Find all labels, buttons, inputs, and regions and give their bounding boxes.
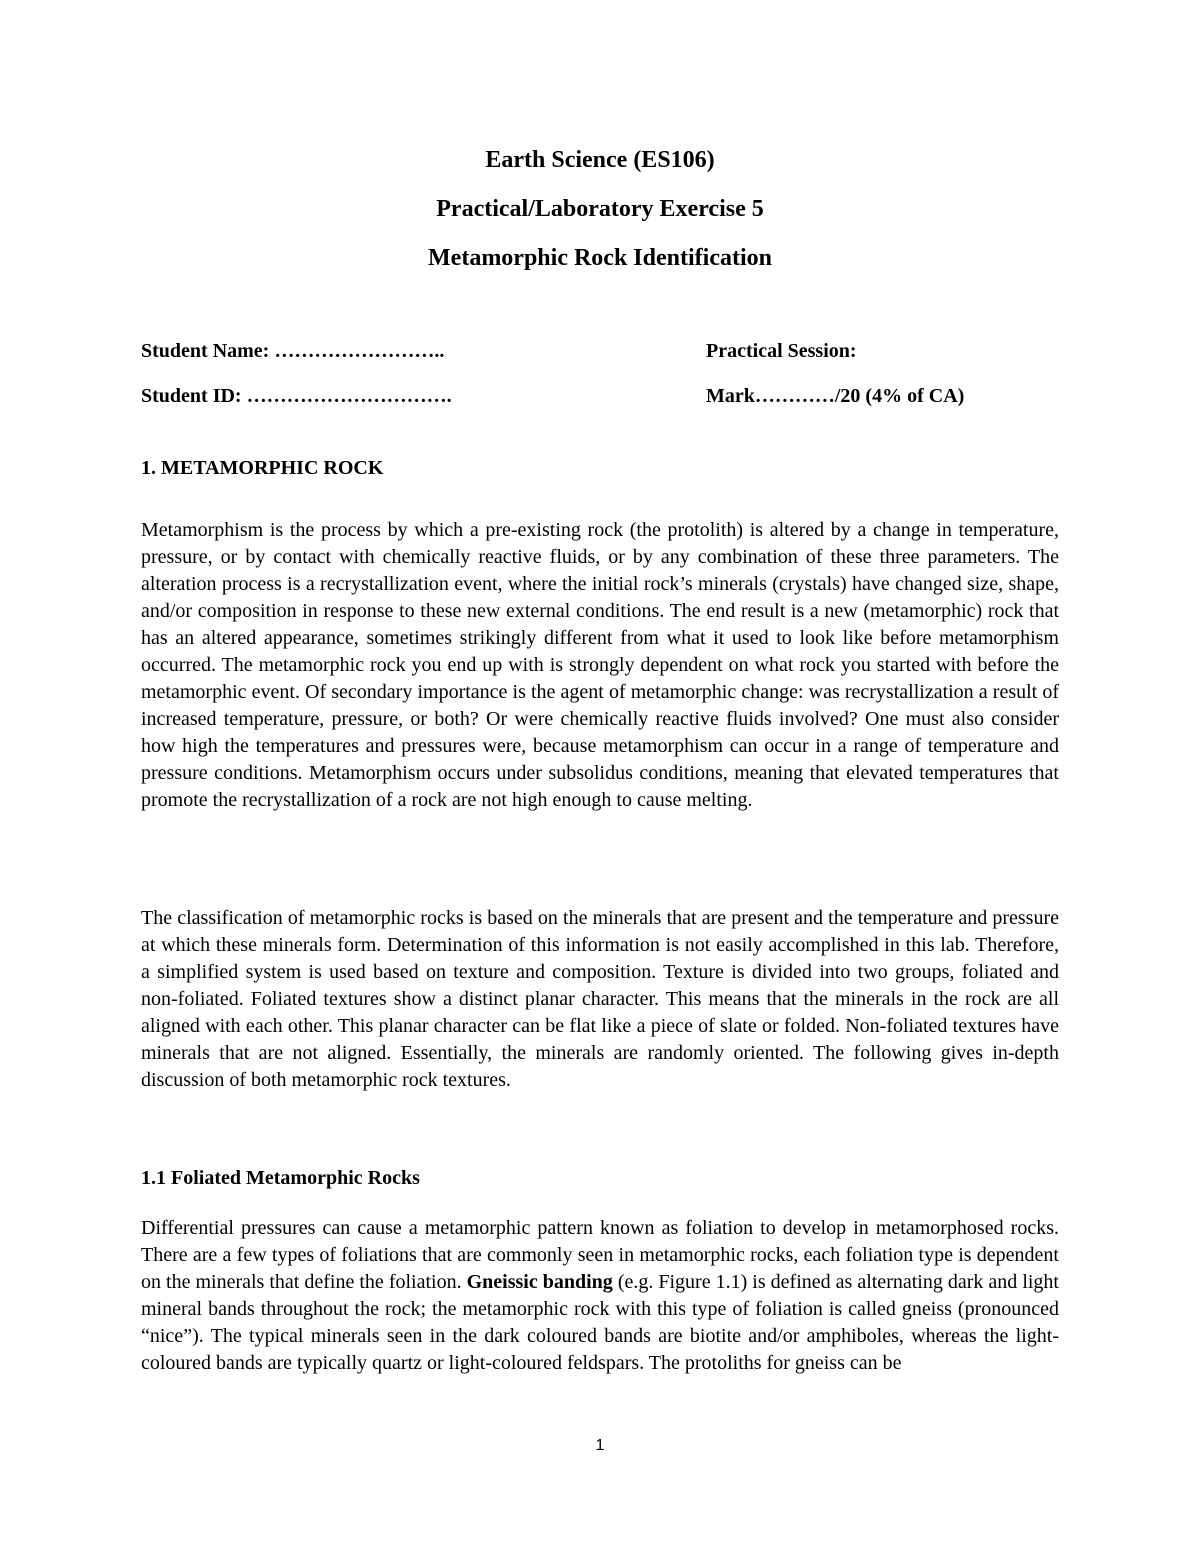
topic-title: Metamorphic Rock Identification xyxy=(428,245,772,271)
exercise-title: Practical/Laboratory Exercise 5 xyxy=(436,196,764,222)
section-1-1-paragraph xyxy=(141,1215,1059,1377)
student-name-field: Student Name: …………………….. xyxy=(141,340,445,362)
section-1-1-heading: 1.1 Foliated Metamorphic Rocks xyxy=(141,1167,420,1189)
student-id-field: Student ID: …………………………. xyxy=(141,385,452,407)
practical-session-field: Practical Session: xyxy=(706,340,857,362)
section-1-paragraph-1: Metamorphism is the process by which a pre-existing rock (the protolith) is altered by a change in temperature, pressure, or by contact with chemically reactive fluids, or by any combination of these three parameters. The alteration process is a recrystallization event, where the initial rock’s minerals (crystals) have changed size, shape, and/or composition in response to these new external conditions. The end result is a new (metamorphic) rock that has an altered appearance, sometimes strikingly different from what it used to look like before metamorphism occurred. The metamorphic rock you end up with is strongly dependent on what rock you started with before the metamorphic event. Of secondary importance is the agent of metamorphic change: was recrystallization a result of increased temperature, pressure, or both? Or were chemically reactive fluids involved? One must also consider how high the temperatures and pressures were, because metamorphism can occur in a range of temperature and pressure conditions. Metamorphism occurs under subsolidus conditions, meaning that elevated temperatures that promote the recrystallization of a rock are not high enough to cause melting. xyxy=(141,519,1059,811)
mark-field: Mark…………/20 (4% of CA) xyxy=(706,385,965,407)
bold-term-gneissic-banding: Gneissic banding xyxy=(466,1271,613,1293)
course-title: Earth Science (ES106) xyxy=(485,147,715,173)
section-1-heading: 1. METAMORPHIC ROCK xyxy=(141,457,384,479)
page-number: 1 xyxy=(595,1437,605,1454)
paragraph-text-start: Differential pressures can cause a metamorphic pattern known as foliation to develop in metamorphosed rocks. There are a few types of foliations that are commonly seen in metamorphic rocks, each foliation type is dependent on the minerals that define the foliation. xyxy=(141,1217,1059,1293)
paragraph-text-end: (e.g. Figure 1.1) is defined as alternating dark and light mineral bands throughout the rock; the metamorphic rock with this type of foliation is called gneiss (pronounced “nice”). The typical minerals seen in the dark coloured bands are biotite and/or amphiboles, whereas the light-coloured bands are typically quartz or light-coloured feldspars. The protoliths for gneiss can be xyxy=(141,1271,1059,1374)
section-1-paragraph-2: The classification of metamorphic rocks is based on the minerals that are present and the temperature and pressure at which these minerals form. Determination of this information is not easily accomplished in this lab. Therefore, a simplified system is used based on texture and composition. Texture is divided into two groups, foliated and non-foliated. Foliated textures show a distinct planar character. This means that the minerals in the rock are all aligned with each other. This planar character can be flat like a piece of slate or folded. Non-foliated textures have minerals that are not aligned. Essentially, the minerals are randomly oriented. The following gives in-depth discussion of both metamorphic rock textures. xyxy=(141,907,1059,1091)
